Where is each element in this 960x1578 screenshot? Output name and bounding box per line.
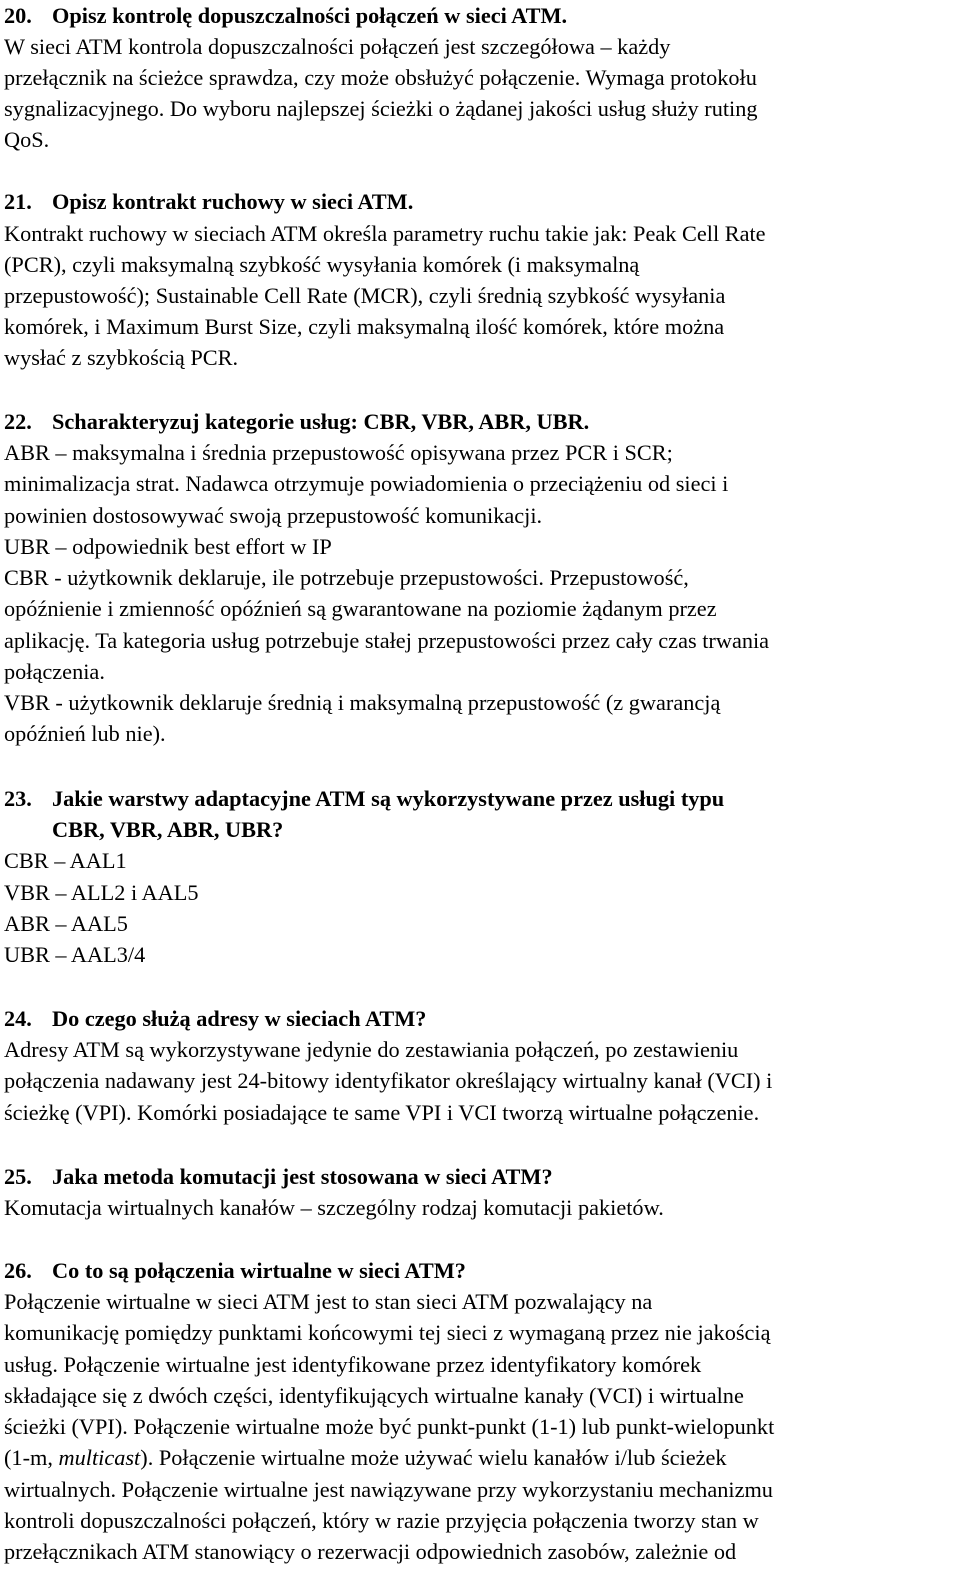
text-line: ABR – AAL5 xyxy=(4,911,128,936)
text-line-with-italic xyxy=(4,1442,727,1473)
question-text: Jakie warstwy adaptacyjne ATM są wykorzystywane przez usługi typu xyxy=(52,786,725,811)
text-line: przełącznik na ścieżce sprawdza, czy może obsłużyć połączenie. Wymaga protokołu xyxy=(4,65,757,90)
question-text: Do czego służą adresy w sieciach ATM? xyxy=(52,1006,427,1031)
question-number: 26. xyxy=(4,1258,32,1283)
question-number: 25. xyxy=(4,1164,32,1189)
text-line: VBR – ALL2 i AAL5 xyxy=(4,880,199,905)
text-line: składające się z dwóch części, identyfikujących wirtualne kanały (VCI) i wirtualne xyxy=(4,1383,744,1408)
text-line: QoS. xyxy=(4,127,50,152)
text-line: W sieci ATM kontrola dopuszczalności połączeń jest szczegółowa – każdy xyxy=(4,34,671,59)
heading-q24 xyxy=(4,1003,426,1034)
heading-q22 xyxy=(4,406,589,437)
text-segment: (1-m, xyxy=(4,1445,59,1470)
heading-q23-continuation: CBR, VBR, ABR, UBR? xyxy=(52,817,284,842)
heading-q21 xyxy=(4,186,413,217)
text-line: Kontrakt ruchowy w sieciach ATM określa parametry ruchu takie jak: Peak Cell Rate xyxy=(4,221,766,246)
question-number: 24. xyxy=(4,1006,32,1031)
heading-q23 xyxy=(4,783,724,814)
text-segment: ). Połączenie wirtualne może używać wielu kanałów i/lub ścieżek xyxy=(140,1445,727,1470)
question-text: Opisz kontrakt ruchowy w sieci ATM. xyxy=(52,189,414,214)
text-line: powinien dostosowywać swoją przepustowość komunikacji. xyxy=(4,503,543,528)
text-line: komunikację pomiędzy punktami końcowymi tej sieci z wymaganą przez nie jakością xyxy=(4,1320,771,1345)
heading-q20 xyxy=(4,0,567,31)
text-line: UBR – odpowiednik best effort w IP xyxy=(4,534,332,559)
text-line: Adresy ATM są wykorzystywane jedynie do zestawiania połączeń, po zestawieniu xyxy=(4,1037,739,1062)
text-line: ABR – maksymalna i średnia przepustowość opisywana przez PCR i SCR; xyxy=(4,440,673,465)
text-line: wysłać z szybkością PCR. xyxy=(4,345,239,370)
text-line: opóźnień lub nie). xyxy=(4,721,166,746)
question-text: Opisz kontrolę dopuszczalności połączeń w sieci ATM. xyxy=(52,3,568,28)
question-number: 21. xyxy=(4,189,32,214)
text-line: CBR – AAL1 xyxy=(4,848,127,873)
text-line: wirtualnych. Połączenie wirtualne jest nawiązywane przy wykorzystaniu mechanizmu xyxy=(4,1477,773,1502)
question-text: Scharakteryzuj kategorie usług: CBR, VBR, ABR, UBR. xyxy=(52,409,590,434)
text-line: połączenia nadawany jest 24-bitowy identyfikator określający wirtualny kanał (VCI) i xyxy=(4,1068,773,1093)
heading-q26 xyxy=(4,1255,466,1286)
text-line: przełącznikach ATM stanowiący o rezerwacji odpowiednich zasobów, zależnie od xyxy=(4,1539,737,1564)
text-line: opóźnienie i zmienność opóźnień są gwarantowane na poziomie żądanym przez xyxy=(4,596,717,621)
text-line: przepustowość); Sustainable Cell Rate (MCR), czyli średnią szybkość wysyłania xyxy=(4,283,726,308)
question-number: 23. xyxy=(4,786,32,811)
text-line: CBR - użytkownik deklaruje, ile potrzebuje przepustowości. Przepustowość, xyxy=(4,565,689,590)
text-line: minimalizacja strat. Nadawca otrzymuje powiadomienia o przeciążeniu od sieci i xyxy=(4,471,729,496)
question-number: 20. xyxy=(4,3,32,28)
text-line: (PCR), czyli maksymalną szybkość wysyłania komórek (i maksymalną xyxy=(4,252,640,277)
question-number: 22. xyxy=(4,409,32,434)
text-line: Połączenie wirtualne w sieci ATM jest to stan sieci ATM pozwalający na xyxy=(4,1289,653,1314)
question-text: Co to są połączenia wirtualne w sieci ATM? xyxy=(52,1258,466,1283)
question-text: Jaka metoda komutacji jest stosowana w sieci ATM? xyxy=(52,1164,553,1189)
text-line: aplikację. Ta kategoria usług potrzebuje stałej przepustowości przez cały czas trwania xyxy=(4,628,770,653)
text-line: kontroli dopuszczalności połączeń, który w razie przyjęcia połączenia tworzy stan w xyxy=(4,1508,759,1533)
text-line: UBR – AAL3/4 xyxy=(4,942,146,967)
text-line: komórek, i Maximum Burst Size, czyli maksymalną ilość komórek, które można xyxy=(4,314,725,339)
text-line: usług. Połączenie wirtualne jest identyfikowane przez identyfikatory komórek xyxy=(4,1352,702,1377)
text-line: ścieżkę (VPI). Komórki posiadające te same VPI i VCI tworzą wirtualne połączenie. xyxy=(4,1100,760,1125)
text-line: połączenia. xyxy=(4,659,105,684)
text-line: VBR - użytkownik deklaruje średnią i maksymalną przepustowość (z gwarancją xyxy=(4,690,721,715)
italic-term: multicast xyxy=(58,1445,141,1470)
text-line: sygnalizacyjnego. Do wyboru najlepszej ścieżki o żądanej jakości usług służy ruting xyxy=(4,96,758,121)
heading-q25 xyxy=(4,1161,553,1192)
text-line: Komutacja wirtualnych kanałów – szczególny rodzaj komutacji pakietów. xyxy=(4,1195,664,1220)
text-line: ścieżki (VPI). Połączenie wirtualne może być punkt-punkt (1-1) lub punkt-wielopunkt xyxy=(4,1414,775,1439)
